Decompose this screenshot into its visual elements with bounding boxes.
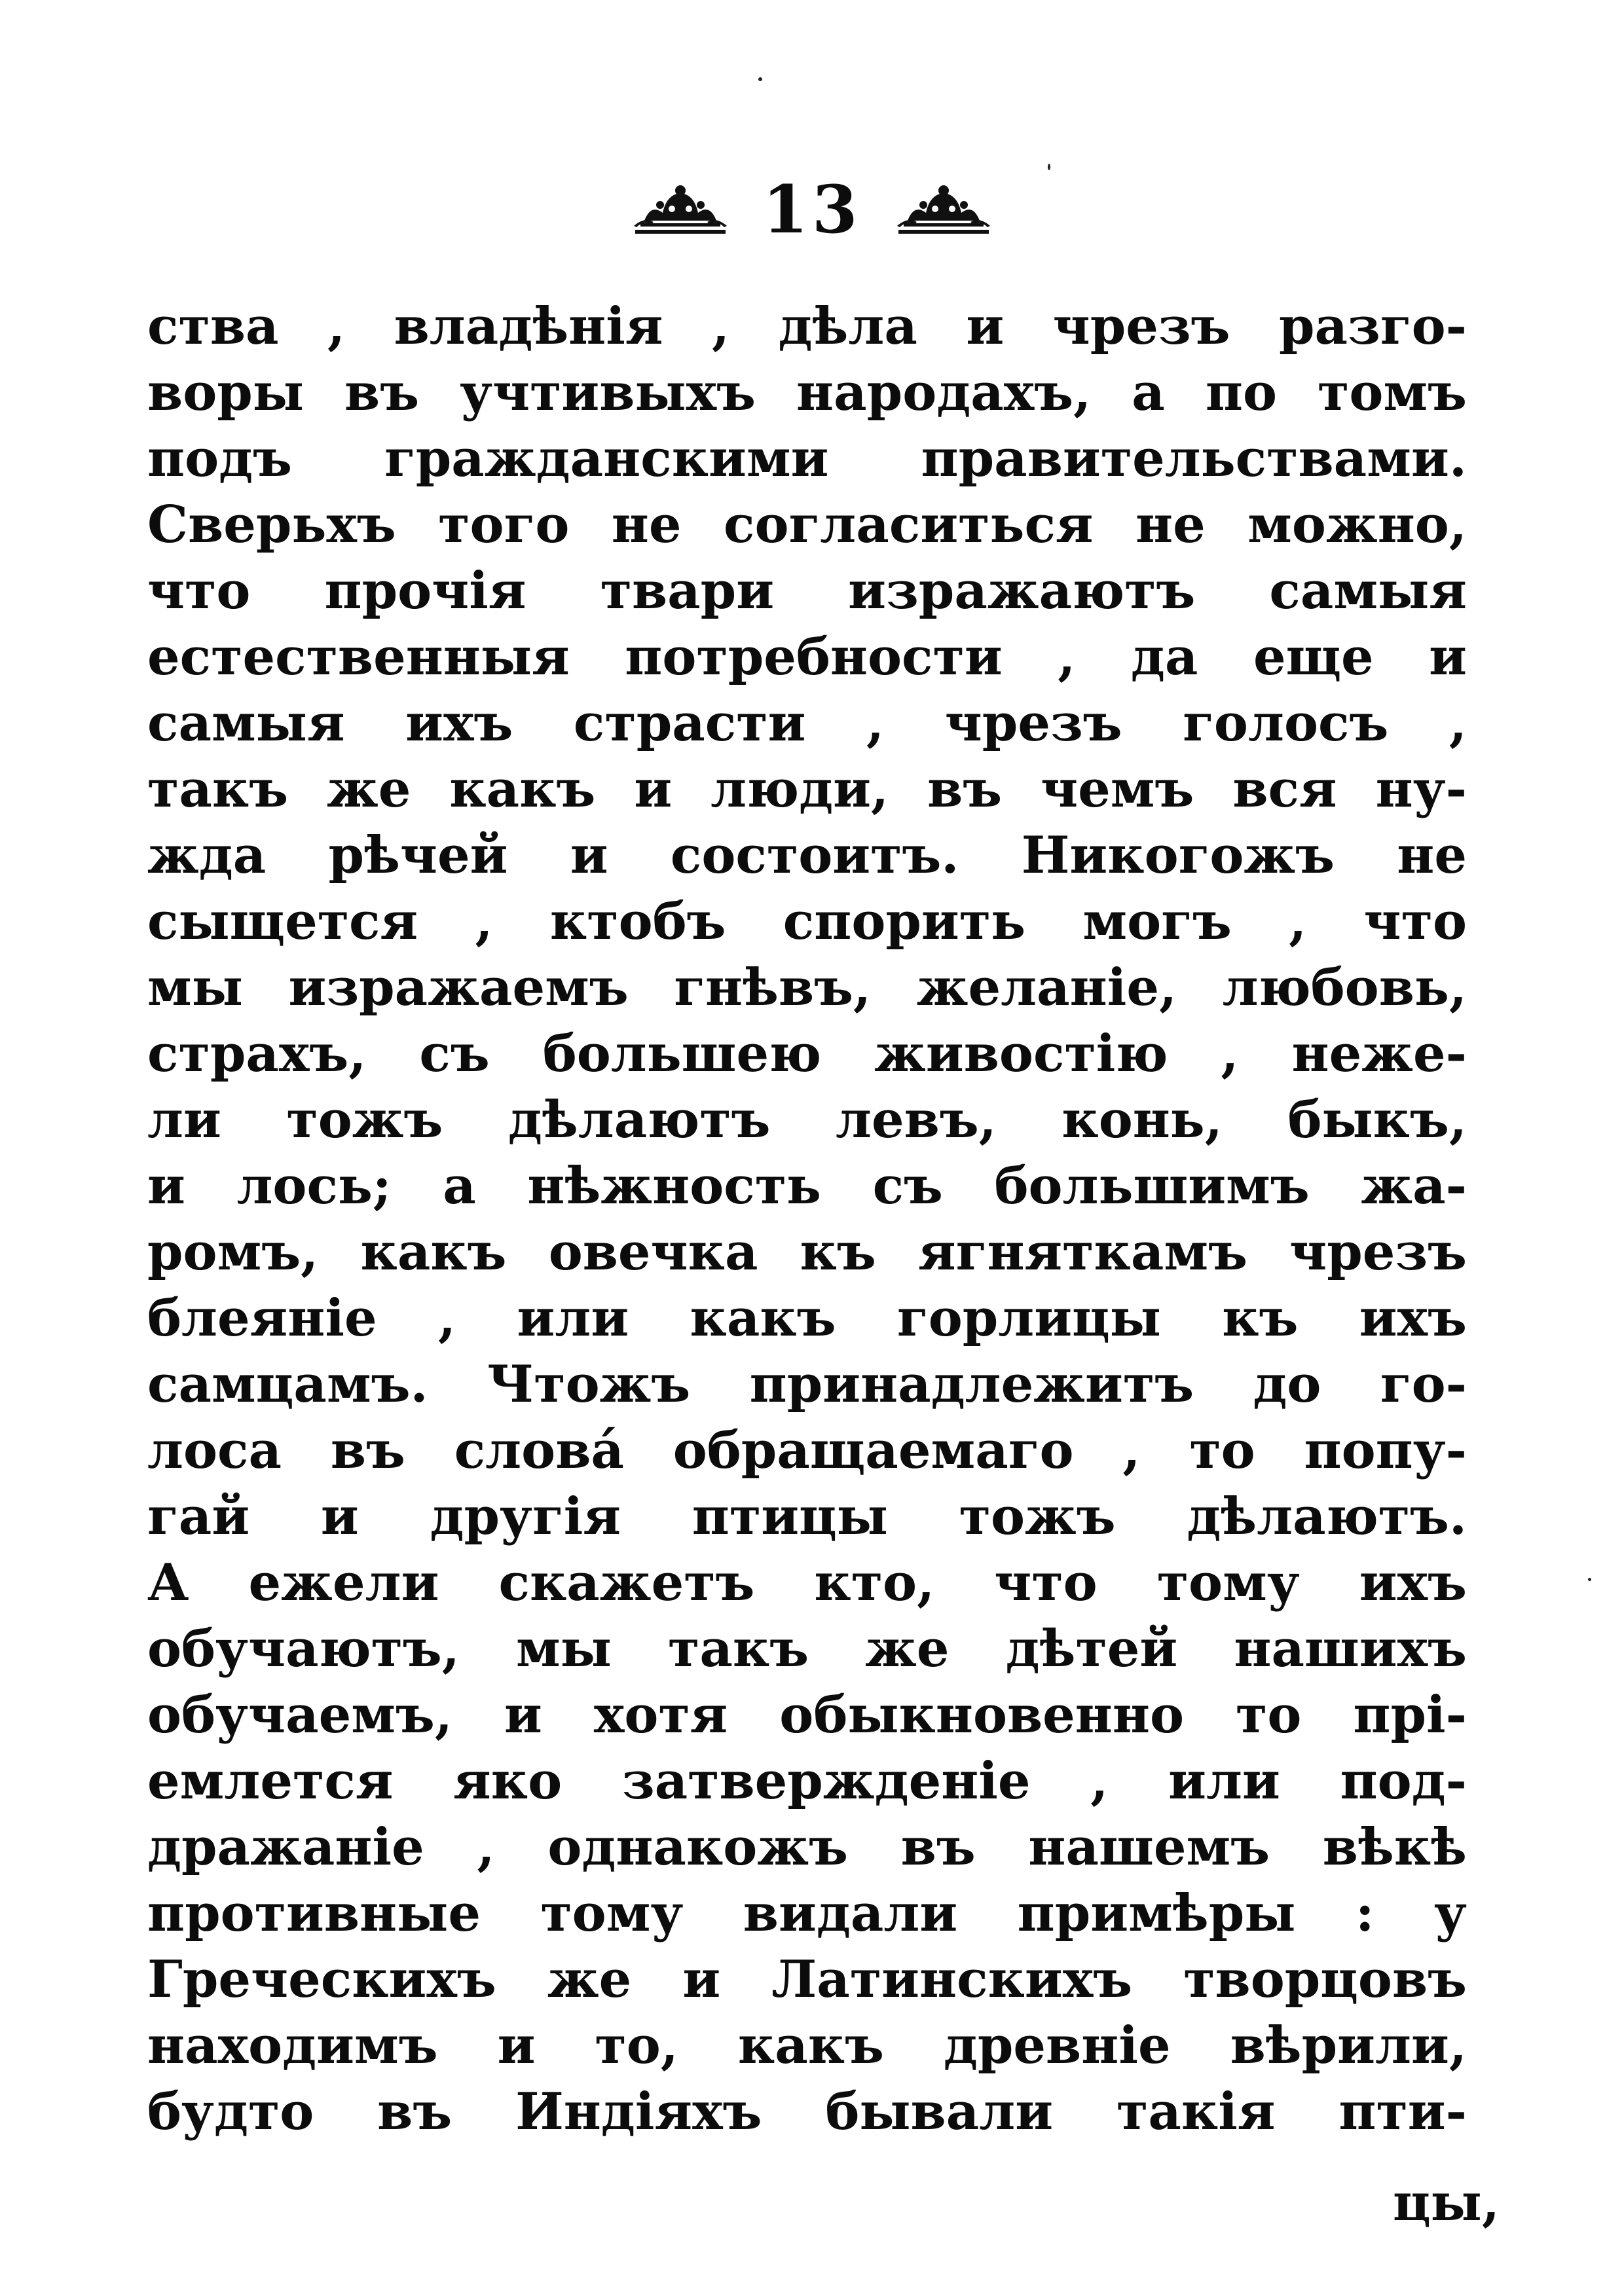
text-line: что прочія твари изражаютъ самыя — [147, 561, 1467, 621]
text-line: ромъ, какъ овечка къ ягняткамъ чрезъ — [147, 1222, 1467, 1282]
catchword: цы, — [1393, 2173, 1500, 2232]
page-header — [0, 164, 1624, 255]
text-line: лоса въ слова́ обращаемаго , то попу- — [147, 1421, 1467, 1480]
page-number: 13 — [762, 171, 862, 248]
text-line: ли тожъ дѣлаютъ левъ, конь, быкъ, — [147, 1090, 1467, 1150]
text-line: противные тому видали примѣры : у — [147, 1884, 1467, 1943]
text-line: самцамъ. Чтожъ принадлежитъ до го- — [147, 1355, 1467, 1414]
crown-ornament-icon — [631, 180, 729, 239]
body-text — [147, 293, 1467, 2145]
text-line: воры въ учтивыхъ народахъ, а по томъ — [147, 363, 1467, 422]
text-line: блеяніе , или какъ горлицы къ ихъ — [147, 1288, 1467, 1348]
text-line: страхъ, съ большею живостію , неже- — [147, 1024, 1467, 1084]
text-line: будто въ Индіяхъ бывали такія пти- — [147, 2082, 1467, 2141]
text-line: сыщется , ктобъ спорить могъ , что — [147, 892, 1467, 951]
text-line: ства , владѣнія , дѣла и чрезъ разго- — [147, 297, 1467, 356]
text-line: подъ гражданскими правительствами. — [147, 429, 1467, 488]
text-line: Сверьхъ того не согласиться не можно, — [147, 495, 1467, 555]
text-line: Греческихъ же и Латинскихъ творцовъ — [147, 1950, 1467, 2009]
text-line: дражаніе , однакожъ въ нашемъ вѣкѣ — [147, 1817, 1467, 1877]
ink-speck — [1588, 1578, 1591, 1581]
text-line: емлется яко затвержденіе , или под- — [147, 1751, 1467, 1811]
text-line: гай и другія птицы тожъ дѣлаютъ. — [147, 1487, 1467, 1546]
text-line: и лось; а нѣжность съ большимъ жа- — [147, 1156, 1467, 1216]
ink-speck — [758, 77, 762, 81]
catchword-row — [0, 2170, 1500, 2236]
text-line: мы изражаемъ гнѣвъ, желаніе, любовь, — [147, 958, 1467, 1017]
crown-ornament-icon — [895, 180, 993, 239]
text-line: жда рѣчей и состоитъ. Никогожъ не — [147, 826, 1467, 885]
ink-speck — [1048, 164, 1050, 170]
text-line: обучаютъ, мы такъ же дѣтей нашихъ — [147, 1619, 1467, 1679]
text-line: естественныя потребности , да еще и — [147, 627, 1467, 687]
text-line: самыя ихъ страсти , чрезъ голосъ , — [147, 693, 1467, 753]
text-line: находимъ и то, какъ древніе вѣрили, — [147, 2016, 1467, 2075]
text-line: такъ же какъ и люди, въ чемъ вся ну- — [147, 759, 1467, 819]
text-line: А ежели скажетъ кто, что тому ихъ — [147, 1553, 1467, 1613]
text-line: обучаемъ, и хотя обыкновенно то прі- — [147, 1685, 1467, 1745]
